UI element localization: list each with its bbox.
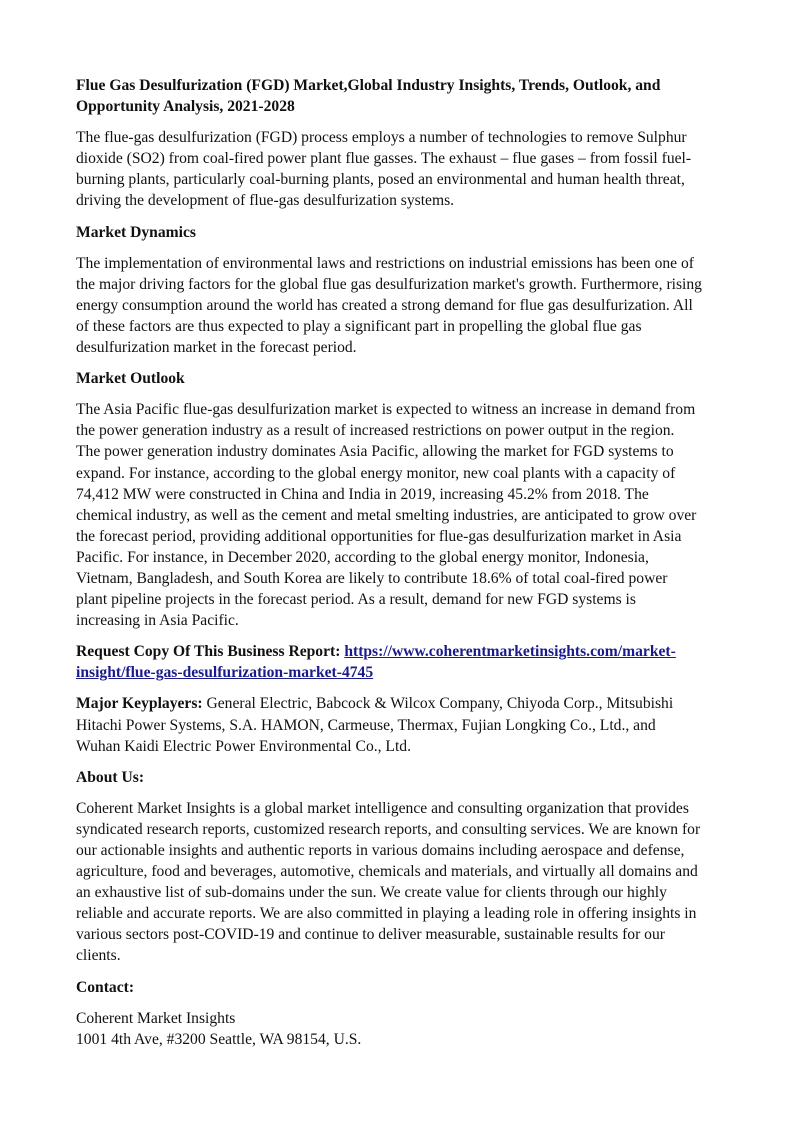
about-line: agriculture, food and beverages, automotive, chemicals and materials, and virtually all domains and bbox=[76, 863, 698, 881]
request-copy bbox=[76, 641, 736, 683]
keyplayers-label: Major Keyplayers: bbox=[76, 695, 203, 713]
intro-line: The flue-gas desulfurization (FGD) process employs a number of technologies to remove Sulphur bbox=[76, 129, 687, 147]
contact-line: 1001 4th Ave, #3200 Seattle, WA 98154, U.S. bbox=[76, 1030, 362, 1048]
report-link-continued[interactable]: insight/flue-gas-desulfurization-market-4745 bbox=[76, 664, 374, 682]
outlook-line: Vietnam, Bangladesh, and South Korea are likely to contribute 18.6% of total coal-fired power bbox=[76, 569, 668, 587]
dynamics-line: energy consumption around the world has created a strong demand for flue gas desulfurization. All bbox=[76, 296, 693, 314]
dynamics-line: desulfurization market in the forecast period. bbox=[76, 339, 357, 357]
outlook-line: expand. For instance, according to the global energy monitor, new coal plants with a capacity of bbox=[76, 464, 676, 482]
outlook-line: 74,412 MW were constructed in China and India in 2019, increasing 45.2% from 2018. The bbox=[76, 485, 649, 503]
about-line: syndicated research reports, customized research reports, and consulting services. We are known for bbox=[76, 820, 701, 838]
about-line: reliable and accurate reports. We are also committed in playing a leading role in offering insights in bbox=[76, 905, 697, 923]
report-link[interactable]: https://www.coherentmarketinsights.com/market- bbox=[344, 643, 676, 661]
request-label: Request Copy Of This Business Report: bbox=[76, 643, 341, 661]
keyplayers-text: General Electric, Babcock & Wilcox Company, Chiyoda Corp., Mitsubishi bbox=[206, 695, 674, 713]
about-line: our actionable insights and authentic reports in various domains including aerospace and defense, bbox=[76, 842, 685, 859]
document bbox=[76, 75, 736, 1060]
heading-text: Market Outlook bbox=[76, 370, 185, 388]
outlook-paragraph bbox=[76, 399, 736, 631]
dynamics-line: of these factors are thus expected to play a significant part in propelling the global flue gas bbox=[76, 317, 642, 335]
outlook-line: Pacific. For instance, in December 2020, according to the global energy monitor, Indonesia, bbox=[76, 548, 649, 566]
outlook-heading bbox=[76, 368, 736, 389]
outlook-line: increasing in Asia Pacific. bbox=[76, 612, 239, 630]
outlook-line: The power generation industry dominates Asia Pacific, allowing the market for FGD systems to bbox=[76, 443, 674, 461]
contact-address bbox=[76, 1008, 736, 1050]
dynamics-paragraph bbox=[76, 253, 736, 358]
about-line: an exhaustive list of sub-domains under the sun. We create value for clients through our highly bbox=[76, 884, 667, 902]
outlook-line: the power generation industry as a result of increased restrictions on power output in the region. bbox=[76, 422, 675, 440]
about-paragraph bbox=[76, 798, 736, 967]
contact-line: Coherent Market Insights bbox=[76, 1009, 236, 1027]
about-line: Coherent Market Insights is a global market intelligence and consulting organization that provides bbox=[76, 799, 689, 817]
outlook-line: The Asia Pacific flue-gas desulfurization market is expected to witness an increase in demand from bbox=[76, 401, 696, 419]
about-line: various sectors post-COVID-19 and continue to deliver measurable, sustainable results for our bbox=[76, 926, 665, 944]
contact-heading bbox=[76, 977, 736, 998]
intro-line: dioxide (SO2) from coal-fired power plant flue gasses. The exhaust – flue gases – from fossil fuel- bbox=[76, 150, 692, 168]
dynamics-line: the major driving factors for the global flue gas desulfurization market's growth. Furthermore, rising bbox=[76, 275, 702, 293]
dynamics-line: The implementation of environmental laws and restrictions on industrial emissions has been one of bbox=[76, 254, 694, 272]
heading-text: Contact: bbox=[76, 978, 135, 996]
keyplayers-paragraph bbox=[76, 693, 736, 756]
outlook-line: chemical industry, as well as the cement and metal smelting industries, are anticipated to grow over bbox=[76, 506, 697, 524]
about-line: clients. bbox=[76, 947, 121, 965]
heading-text: About Us: bbox=[76, 768, 145, 786]
dynamics-heading bbox=[76, 222, 736, 243]
keyplayers-text: Hitachi Power Systems, S.A. HAMON, Carmeuse, Thermax, Fujian Longking Co., Ltd., and bbox=[76, 716, 656, 734]
keyplayers-text: Wuhan Kaidi Electric Power Environmental Co., Ltd. bbox=[76, 737, 411, 755]
intro-paragraph bbox=[76, 127, 736, 211]
title-line: Flue Gas Desulfurization (FGD) Market,Global Industry Insights, Trends, Outlook, and bbox=[76, 77, 661, 94]
title-line: Opportunity Analysis, 2021-2028 bbox=[76, 98, 295, 116]
intro-line: burning plants, particularly coal-burning plants, posed an environmental and human health threat, bbox=[76, 171, 685, 189]
about-heading bbox=[76, 767, 736, 788]
document-title bbox=[76, 75, 736, 117]
outlook-line: the forecast period, providing additional opportunities for flue-gas desulfurization market in Asia bbox=[76, 527, 682, 545]
heading-text: Market Dynamics bbox=[76, 223, 196, 241]
intro-line: driving the development of flue-gas desulfurization systems. bbox=[76, 192, 455, 210]
outlook-line: plant pipeline projects in the forecast period. As a result, demand for new FGD systems is bbox=[76, 591, 636, 609]
